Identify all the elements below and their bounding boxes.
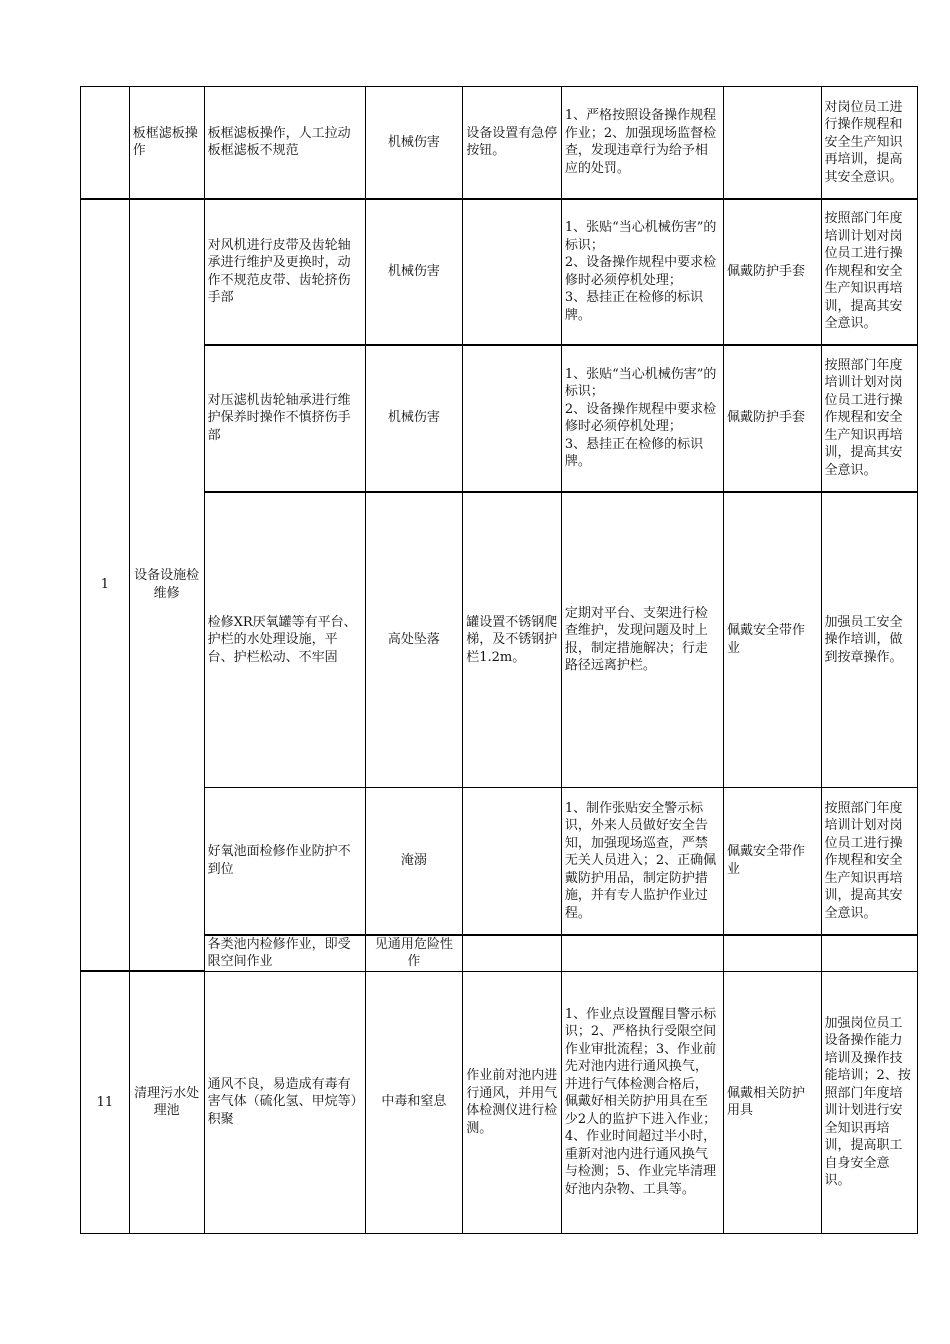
activity-cell: 各类池内检修作业，即受限空间作业 — [204, 935, 365, 972]
risk-control-table-page — [80, 86, 918, 1232]
hazard-cell: 机械伤害 — [365, 345, 463, 492]
management-measure-cell — [561, 935, 723, 972]
management-measure-cell: 1、制作张贴安全警示标识，外来人员做好安全告知，加强现场巡查，严禁无关人员进入；2、正确佩戴防护用品，制定防护措施，并有专人监护作业过程。 — [561, 788, 723, 935]
training-cell — [821, 935, 917, 972]
hazard-cell: 见通用危险性作 — [365, 935, 463, 972]
activity-cell: 检修XR厌氧罐等有平台、护栏的水处理设施，平台、护栏松动、不牢固 — [204, 492, 365, 788]
table-row — [81, 492, 918, 788]
activity-cell: 好氧池面检修作业防护不到位 — [204, 788, 365, 935]
management-measure-cell: 1、张贴“当心机械伤害”的标识； 2、设备操作规程中要求检修时必须停机处理； 3、悬挂正在检修的标识牌。 — [561, 345, 723, 492]
hazard-cell: 高处坠落 — [365, 492, 463, 788]
training-cell: 加强员工安全操作培训，做到按章操作。 — [821, 492, 917, 788]
table-row — [81, 87, 918, 199]
training-cell: 按照部门年度培训计划对岗位员工进行操作规程和安全生产知识再培训，提高其安全意识。 — [821, 199, 917, 345]
engineering-measure-cell: 作业前对池内进行通风，并用气体检测仪进行检测。 — [463, 971, 562, 1233]
engineering-measure-cell — [463, 788, 562, 935]
row-number-cell: 11 — [81, 971, 130, 1233]
table-row — [81, 199, 918, 345]
ppe-cell — [724, 935, 822, 972]
ppe-cell: 佩戴安全带作业 — [724, 492, 822, 788]
table-row — [81, 788, 918, 935]
table-row — [81, 935, 918, 972]
row-number-cell — [81, 87, 130, 199]
activity-cell: 对风机进行皮带及齿轮轴承进行维护及更换时，动作不规范皮带、齿轮挤伤手部 — [204, 199, 365, 345]
training-cell: 对岗位员工进行操作规程和安全生产知识再培训，提高其安全意识。 — [821, 87, 917, 199]
engineering-measure-cell: 设备设置有急停按钮。 — [463, 87, 562, 199]
task-cell: 设备设施检维修 — [129, 199, 204, 972]
training-cell: 按照部门年度培训计划对岗位员工进行操作规程和安全生产知识再培训，提高其安全意识。 — [821, 345, 917, 492]
hazard-cell: 机械伤害 — [365, 199, 463, 345]
training-cell: 加强岗位员工设备操作能力培训及操作技能培训；2、按照部门年度培训计划进行安全知识再培训，提高职工自身安全意识。 — [821, 971, 917, 1233]
ppe-cell: 佩戴防护手套 — [724, 199, 822, 345]
management-measure-cell: 1、作业点设置醒目警示标识；2、严格执行受限空间作业审批流程；3、作业前先对池内进行通风换气，并进行气体检测合格后，佩戴好相关防护用具在至少2人的监护下进入作业；4、作业时间超过半小时，重新对池内进行通风换气与检测；5、作业完毕清理好池内杂物、工具等。 — [561, 971, 723, 1233]
activity-cell: 对压滤机齿轮轴承进行维护保养时操作不慎挤伤手部 — [204, 345, 365, 492]
ppe-cell: 佩戴相关防护用具 — [724, 971, 822, 1233]
ppe-cell — [724, 87, 822, 199]
task-cell: 板框滤板操作 — [129, 87, 204, 199]
hazard-cell: 机械伤害 — [365, 87, 463, 199]
engineering-measure-cell — [463, 345, 562, 492]
hazard-cell: 中毒和窒息 — [365, 971, 463, 1233]
risk-control-table — [80, 86, 918, 1234]
management-measure-cell: 1、张贴“当心机械伤害”的标识； 2、设备操作规程中要求检修时必须停机处理； 3、悬挂正在检修的标识牌。 — [561, 199, 723, 345]
table-row — [81, 345, 918, 492]
engineering-measure-cell — [463, 199, 562, 345]
task-cell: 清理污水处理池 — [129, 971, 204, 1233]
management-measure-cell: 定期对平台、支架进行检查维护，发现问题及时上报，制定措施解决；行走路径远离护栏。 — [561, 492, 723, 788]
management-measure-cell: 1、严格按照设备操作规程作业；2、加强现场监督检查，发现违章行为给予相应的处罚。 — [561, 87, 723, 199]
engineering-measure-cell: 罐设置不锈钢爬梯，及不锈钢护栏1.2m。 — [463, 492, 562, 788]
ppe-cell: 佩戴防护手套 — [724, 345, 822, 492]
training-cell: 按照部门年度培训计划对岗位员工进行操作规程和安全生产知识再培训，提高其安全意识。 — [821, 788, 917, 935]
activity-cell: 通风不良，易造成有毒有害气体（硫化氢、甲烷等）积聚 — [204, 971, 365, 1233]
ppe-cell: 佩戴安全带作业 — [724, 788, 822, 935]
table-row — [81, 971, 918, 1233]
hazard-cell: 淹溺 — [365, 788, 463, 935]
engineering-measure-cell — [463, 935, 562, 972]
activity-cell: 板框滤板操作，人工拉动板框滤板不规范 — [204, 87, 365, 199]
row-number-cell: 1 — [81, 199, 130, 972]
